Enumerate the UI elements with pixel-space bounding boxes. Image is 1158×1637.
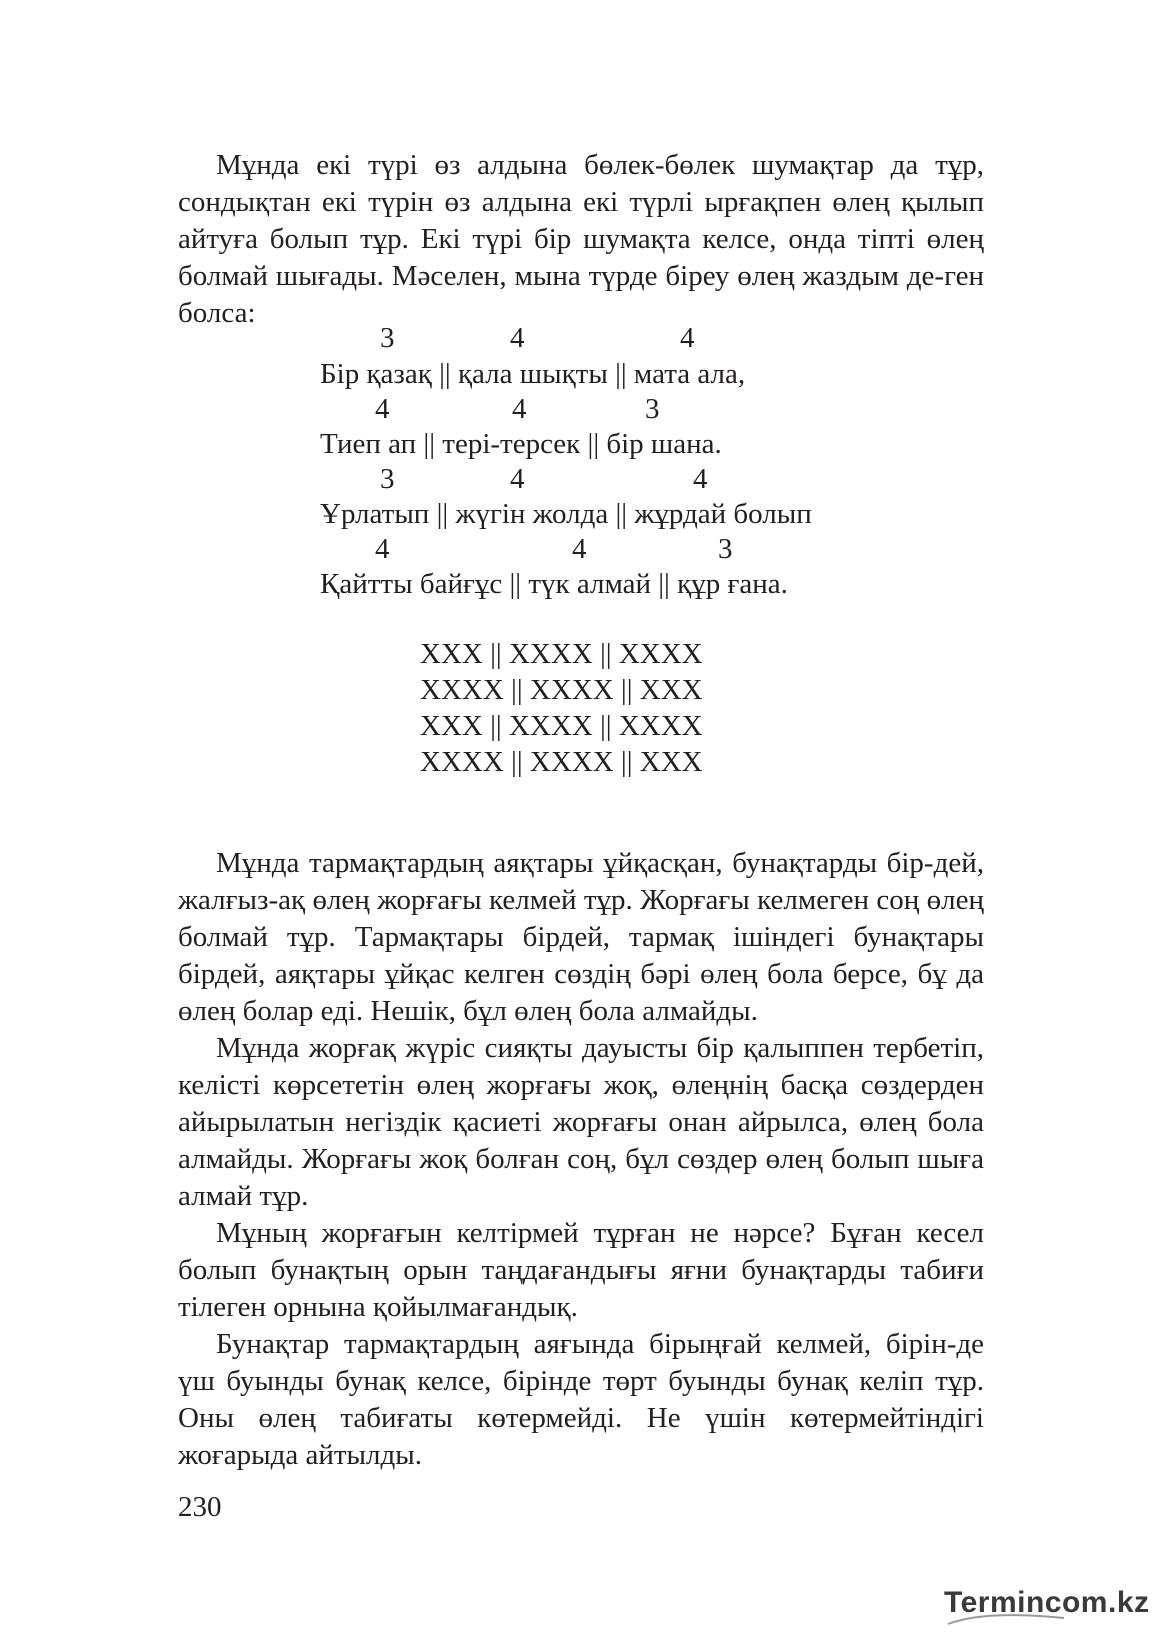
top-text-block <box>178 147 984 332</box>
syllable-count: 4 <box>512 393 527 425</box>
verse-line: Қайтты байғұс || түк алмай || құр ғана. <box>320 568 788 600</box>
syllable-count: 4 <box>572 533 587 565</box>
syllable-count: 4 <box>680 322 695 354</box>
paragraph-intro: Мұнда екі түрі өз алдына бөлек-бөлек шумақтар да тұр, сондықтан екі түрін өз алдына екі түрлі ырғақпен өлең қылып айтуға болып тұр. Екі түрі бір шумақта келсе, онда тіпті өлең болмай шығады. Мәселен, мына түрде біреу өлең жаздым де-ген болса: <box>178 149 984 329</box>
syllable-count: 4 <box>375 533 390 565</box>
syllable-count: 3 <box>645 393 660 425</box>
paragraph: Мұнда тармақтардың аяқтары ұйқасқан, бунақтарды бір-дей, жалғыз-ақ өлең жорғағы келмей тұр. Жорғағы келмеген соң өлең болмай тұр. Тармақтары бірдей, тармақ ішіндегі бунақтары бірдей, аяқтары ұйқас келген сөздің бәрі өлең бола берсе, бұ да өлең болар еді. Нешік, бұл өлең бола алмайды. <box>178 847 984 1027</box>
site-watermark <box>944 1580 1149 1628</box>
scheme-line: XXX || XXXX || XXXX <box>420 710 703 742</box>
scheme-line: XXXX || XXXX || XXX <box>420 746 703 778</box>
syllable-count: 4 <box>375 393 390 425</box>
paragraph: Мұнда жорғақ жүріс сияқты дауысты бір қалыппен тербетіп, келісті көрсететін өлең жорғағы жоқ, өлеңнің басқа сөздерден айырылатын негіздік қасиеті жорғағы онан айрылса, өлең бола алмайды. Жорғағы жоқ болған соң, бұл сөздер өлең болып шыға алмай тұр. <box>178 1032 984 1212</box>
syllable-count: 4 <box>510 463 525 495</box>
bottom-text-block <box>178 845 984 1474</box>
syllable-count: 4 <box>510 322 525 354</box>
page-number: 230 <box>178 1491 222 1523</box>
scheme-line: XXX || XXXX || XXXX <box>420 638 703 670</box>
syllable-count: 3 <box>718 533 733 565</box>
syllable-count: 3 <box>380 463 395 495</box>
scheme-line: XXXX || XXXX || XXX <box>420 674 703 706</box>
paragraph: Мұның жорғағын келтірмей тұрған не нәрсе? Бұған кесел болып бунақтың орын таңдағандығы яғни бунақтарды табиғи тілеген орнына қойылмағандық. <box>178 1217 984 1323</box>
verse-line: Тиеп ап || тері-терсек || бір шана. <box>320 428 722 460</box>
syllable-count: 4 <box>693 463 708 495</box>
paragraph: Бунақтар тармақтардың аяғында бірыңғай келмей, бірін-де үш буынды бунақ келсе, бірінде төрт буынды бунақ келіп тұр. Оны өлең табиғаты көтермейді. Не үшін көтермейтіндігі жоғарыда айтылды. <box>178 1328 984 1471</box>
syllable-count: 3 <box>380 322 395 354</box>
verse-line: Ұрлатып || жүгін жолда || жұрдай болып <box>320 498 812 530</box>
watermark-text: Termincom.kz <box>944 1586 1150 1619</box>
verse-line: Бір қазақ || қала шықты || мата ала, <box>320 358 746 390</box>
